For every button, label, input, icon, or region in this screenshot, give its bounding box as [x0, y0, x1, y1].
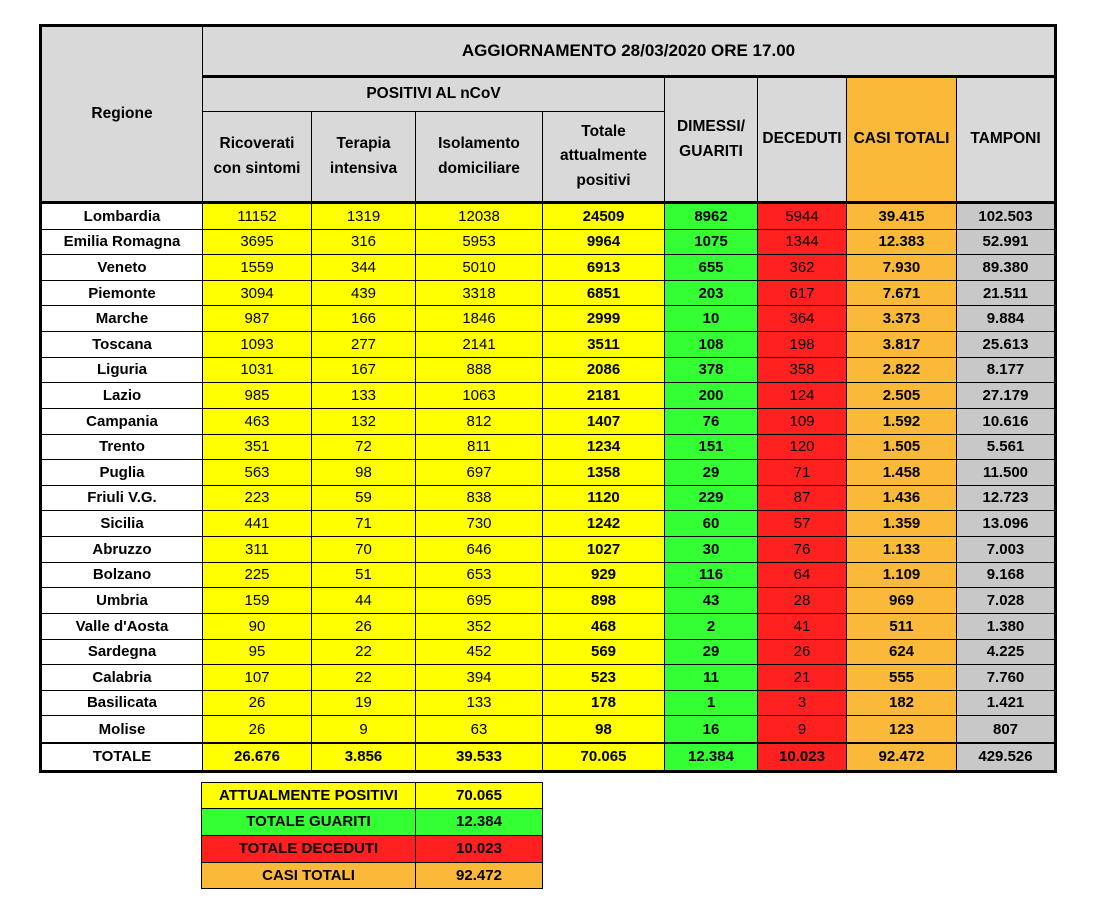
cell-ricoverati: 351	[203, 435, 312, 461]
cell-terapia: 26	[312, 614, 416, 640]
cell-casi: 182	[847, 691, 957, 717]
cell-regione: Lombardia	[42, 204, 203, 230]
cell-casi: 3.373	[847, 306, 957, 332]
cell-ricoverati: 563	[203, 460, 312, 486]
page-title-text: AGGIORNAMENTO 28/03/2020 ORE 17.00	[461, 40, 796, 60]
cell-terapia: 167	[312, 358, 416, 384]
totale-ricoverati: 26.676	[203, 744, 312, 770]
cell-dimessi: 2	[665, 614, 758, 640]
cell-deceduti: 364	[758, 306, 847, 332]
totale-terapia: 3.856	[312, 744, 416, 770]
cell-casi: 12.383	[847, 230, 957, 256]
totale-positivi-header	[543, 112, 665, 201]
cell-totale: 1242	[543, 511, 665, 537]
cell-tamponi: 102.503	[957, 204, 1054, 230]
cell-dimessi: 203	[665, 281, 758, 307]
cell-totale: 929	[543, 563, 665, 589]
cell-tamponi: 9.884	[957, 306, 1054, 332]
table-row	[0, 204, 1104, 230]
cell-ricoverati: 26	[203, 716, 312, 742]
table-row	[0, 691, 1104, 717]
cell-dimessi: 16	[665, 716, 758, 742]
cell-casi: 624	[847, 640, 957, 666]
cell-regione: Marche	[42, 306, 203, 332]
cell-totale: 898	[543, 588, 665, 614]
cell-terapia: 166	[312, 306, 416, 332]
cell-terapia: 70	[312, 537, 416, 563]
cell-dimessi: 116	[665, 563, 758, 589]
cell-ricoverati: 1559	[203, 255, 312, 281]
deceduti-header-label: DECEDUTI	[762, 130, 842, 148]
table-row	[0, 306, 1104, 332]
cell-regione: Liguria	[42, 358, 203, 384]
cell-deceduti: 87	[758, 486, 847, 512]
cell-ricoverati: 107	[203, 665, 312, 691]
ricoverati-header-line1: Ricoverati	[219, 135, 295, 153]
table-row	[0, 640, 1104, 666]
cell-isolamento: 5010	[416, 255, 543, 281]
cell-casi: 123	[847, 716, 957, 742]
terapia-header-line2: intensiva	[329, 159, 398, 177]
cell-isolamento: 695	[416, 588, 543, 614]
isolamento-header-line2: domiciliare	[438, 159, 520, 177]
cell-casi: 969	[847, 588, 957, 614]
cell-ricoverati: 3695	[203, 230, 312, 256]
cell-dimessi: 30	[665, 537, 758, 563]
regione-header-label: Regione	[91, 104, 153, 122]
positivi-group-label: POSITIVI AL nCoV	[366, 85, 501, 103]
cell-terapia: 439	[312, 281, 416, 307]
dimessi-header	[665, 78, 758, 201]
table-row	[0, 358, 1104, 384]
cell-totale: 6913	[543, 255, 665, 281]
cell-terapia: 22	[312, 665, 416, 691]
totale-isolamento: 39.533	[416, 744, 543, 770]
ricoverati-header	[203, 112, 312, 201]
isolamento-header-line1: Isolamento	[438, 135, 520, 153]
cell-dimessi: 29	[665, 460, 758, 486]
cell-dimessi: 151	[665, 435, 758, 461]
cell-casi: 39.415	[847, 204, 957, 230]
summary-box	[201, 782, 543, 889]
cell-terapia: 19	[312, 691, 416, 717]
cell-regione: Piemonte	[42, 281, 203, 307]
cell-tamponi: 7.760	[957, 665, 1054, 691]
cell-casi: 1.359	[847, 511, 957, 537]
table-row	[0, 435, 1104, 461]
cell-deceduti: 9	[758, 716, 847, 742]
cell-isolamento: 394	[416, 665, 543, 691]
totale-header-line2: attualmente	[560, 147, 647, 165]
totale-deceduti: 10.023	[758, 744, 847, 770]
cell-deceduti: 76	[758, 537, 847, 563]
isolamento-header	[416, 112, 543, 201]
cell-tamponi: 52.991	[957, 230, 1054, 256]
cell-tamponi: 4.225	[957, 640, 1054, 666]
cell-ricoverati: 463	[203, 409, 312, 435]
cell-ricoverati: 26	[203, 691, 312, 717]
cell-totale: 178	[543, 691, 665, 717]
cell-casi: 7.930	[847, 255, 957, 281]
cell-totale: 2086	[543, 358, 665, 384]
cell-regione: Toscana	[42, 332, 203, 358]
totale-header-line1: Totale	[581, 123, 626, 141]
cell-totale: 1234	[543, 435, 665, 461]
cell-tamponi: 7.028	[957, 588, 1054, 614]
cell-isolamento: 646	[416, 537, 543, 563]
cell-deceduti: 358	[758, 358, 847, 384]
cell-tamponi: 25.613	[957, 332, 1054, 358]
cell-totale: 2181	[543, 383, 665, 409]
cell-isolamento: 888	[416, 358, 543, 384]
cell-totale: 1027	[543, 537, 665, 563]
terapia-header	[312, 112, 416, 201]
cell-deceduti: 57	[758, 511, 847, 537]
table-row	[0, 332, 1104, 358]
cell-dimessi: 43	[665, 588, 758, 614]
cell-tamponi: 807	[957, 716, 1054, 742]
cell-dimessi: 378	[665, 358, 758, 384]
cell-terapia: 98	[312, 460, 416, 486]
cell-ricoverati: 311	[203, 537, 312, 563]
cell-terapia: 133	[312, 383, 416, 409]
table-row	[0, 588, 1104, 614]
cell-totale: 523	[543, 665, 665, 691]
table-row	[0, 563, 1104, 589]
cell-dimessi: 108	[665, 332, 758, 358]
casi-totali-header-label: CASI TOTALI	[853, 130, 950, 148]
deceduti-header	[758, 78, 847, 201]
cell-tamponi: 1.421	[957, 691, 1054, 717]
cell-dimessi: 11	[665, 665, 758, 691]
page-title	[203, 27, 1054, 76]
summary-row-guariti	[202, 809, 542, 836]
cell-ricoverati: 225	[203, 563, 312, 589]
dimessi-header-line2: GUARITI	[679, 142, 743, 160]
cell-terapia: 132	[312, 409, 416, 435]
cell-deceduti: 28	[758, 588, 847, 614]
cell-ricoverati: 985	[203, 383, 312, 409]
cell-ricoverati: 11152	[203, 204, 312, 230]
cell-regione: Calabria	[42, 665, 203, 691]
cell-regione: Sardegna	[42, 640, 203, 666]
summary-label-guariti: TOTALE GUARITI	[202, 809, 416, 836]
cell-dimessi: 76	[665, 409, 758, 435]
cell-tamponi: 89.380	[957, 255, 1054, 281]
cell-totale: 468	[543, 614, 665, 640]
cell-isolamento: 12038	[416, 204, 543, 230]
totale-header-line3: positivi	[576, 171, 631, 189]
table-row	[0, 281, 1104, 307]
totale-tamponi: 429.526	[957, 744, 1054, 770]
cell-regione: Trento	[42, 435, 203, 461]
table-row	[0, 665, 1104, 691]
cell-regione: Puglia	[42, 460, 203, 486]
cell-regione: Emilia Romagna	[42, 230, 203, 256]
cell-totale: 1120	[543, 486, 665, 512]
positivi-group-header	[203, 78, 665, 112]
cell-terapia: 1319	[312, 204, 416, 230]
cell-tamponi: 21.511	[957, 281, 1054, 307]
dimessi-header-line1: DIMESSI/	[676, 118, 746, 136]
cell-regione: Lazio	[42, 383, 203, 409]
cell-casi: 1.133	[847, 537, 957, 563]
cell-totale: 9964	[543, 230, 665, 256]
cell-terapia: 316	[312, 230, 416, 256]
cell-dimessi: 10	[665, 306, 758, 332]
cell-tamponi: 1.380	[957, 614, 1054, 640]
table-row	[0, 716, 1104, 742]
cell-regione: Veneto	[42, 255, 203, 281]
cell-regione: Basilicata	[42, 691, 203, 717]
cell-isolamento: 5953	[416, 230, 543, 256]
cell-dimessi: 29	[665, 640, 758, 666]
summary-value-positivi: 70.065	[416, 783, 542, 809]
table-row	[0, 230, 1104, 256]
cell-dimessi: 229	[665, 486, 758, 512]
cell-ricoverati: 223	[203, 486, 312, 512]
summary-row-casi	[202, 863, 542, 888]
cell-ricoverati: 90	[203, 614, 312, 640]
cell-isolamento: 63	[416, 716, 543, 742]
summary-row-positivi	[202, 783, 542, 809]
cell-ricoverati: 441	[203, 511, 312, 537]
totale-row	[0, 744, 1104, 770]
cell-terapia: 9	[312, 716, 416, 742]
table-row	[0, 409, 1104, 435]
cell-casi: 7.671	[847, 281, 957, 307]
cell-terapia: 22	[312, 640, 416, 666]
cell-regione: Abruzzo	[42, 537, 203, 563]
cell-isolamento: 1846	[416, 306, 543, 332]
cell-totale: 1358	[543, 460, 665, 486]
cell-ricoverati: 159	[203, 588, 312, 614]
cell-isolamento: 653	[416, 563, 543, 589]
cell-ricoverati: 987	[203, 306, 312, 332]
cell-regione: Valle d'Aosta	[42, 614, 203, 640]
cell-dimessi: 8962	[665, 204, 758, 230]
cell-tamponi: 10.616	[957, 409, 1054, 435]
cell-tamponi: 13.096	[957, 511, 1054, 537]
cell-regione: Sicilia	[42, 511, 203, 537]
cell-casi: 1.109	[847, 563, 957, 589]
cell-ricoverati: 1093	[203, 332, 312, 358]
cell-tamponi: 12.723	[957, 486, 1054, 512]
cell-isolamento: 812	[416, 409, 543, 435]
cell-isolamento: 3318	[416, 281, 543, 307]
cell-terapia: 59	[312, 486, 416, 512]
cell-casi: 555	[847, 665, 957, 691]
summary-label-deceduti: TOTALE DECEDUTI	[202, 836, 416, 863]
cell-isolamento: 452	[416, 640, 543, 666]
cell-dimessi: 60	[665, 511, 758, 537]
cell-ricoverati: 3094	[203, 281, 312, 307]
cell-deceduti: 26	[758, 640, 847, 666]
cell-isolamento: 838	[416, 486, 543, 512]
table-row	[0, 255, 1104, 281]
casi-totali-header	[847, 78, 957, 201]
cell-deceduti: 71	[758, 460, 847, 486]
cell-tamponi: 27.179	[957, 383, 1054, 409]
cell-dimessi: 1	[665, 691, 758, 717]
cell-deceduti: 21	[758, 665, 847, 691]
terapia-header-line1: Terapia	[336, 135, 391, 153]
cell-regione: Umbria	[42, 588, 203, 614]
table-row	[0, 537, 1104, 563]
cell-isolamento: 2141	[416, 332, 543, 358]
summary-value-deceduti: 10.023	[416, 836, 542, 863]
cell-deceduti: 362	[758, 255, 847, 281]
summary-row-deceduti	[202, 836, 542, 863]
cell-casi: 1.436	[847, 486, 957, 512]
cell-tamponi: 11.500	[957, 460, 1054, 486]
cell-regione: Campania	[42, 409, 203, 435]
cell-deceduti: 617	[758, 281, 847, 307]
cell-terapia: 344	[312, 255, 416, 281]
cell-deceduti: 41	[758, 614, 847, 640]
cell-isolamento: 730	[416, 511, 543, 537]
cell-totale: 2999	[543, 306, 665, 332]
cell-deceduti: 120	[758, 435, 847, 461]
cell-casi: 2.505	[847, 383, 957, 409]
cell-ricoverati: 1031	[203, 358, 312, 384]
totale-regione: TOTALE	[42, 744, 203, 770]
table-row	[0, 511, 1104, 537]
cell-dimessi: 655	[665, 255, 758, 281]
table-row	[0, 486, 1104, 512]
cell-totale: 6851	[543, 281, 665, 307]
totale-totale: 70.065	[543, 744, 665, 770]
cell-casi: 1.505	[847, 435, 957, 461]
cell-casi: 2.822	[847, 358, 957, 384]
cell-casi: 511	[847, 614, 957, 640]
totale-casi: 92.472	[847, 744, 957, 770]
table-row	[0, 383, 1104, 409]
cell-terapia: 44	[312, 588, 416, 614]
summary-value-guariti: 12.384	[416, 809, 542, 836]
cell-terapia: 277	[312, 332, 416, 358]
cell-totale: 3511	[543, 332, 665, 358]
cell-deceduti: 109	[758, 409, 847, 435]
cell-tamponi: 9.168	[957, 563, 1054, 589]
cell-regione: Friuli V.G.	[42, 486, 203, 512]
cell-isolamento: 811	[416, 435, 543, 461]
cell-terapia: 71	[312, 511, 416, 537]
cell-isolamento: 1063	[416, 383, 543, 409]
cell-casi: 1.592	[847, 409, 957, 435]
summary-label-positivi: ATTUALMENTE POSITIVI	[202, 783, 416, 809]
cell-terapia: 51	[312, 563, 416, 589]
cell-deceduti: 1344	[758, 230, 847, 256]
cell-tamponi: 8.177	[957, 358, 1054, 384]
cell-ricoverati: 95	[203, 640, 312, 666]
cell-isolamento: 697	[416, 460, 543, 486]
cell-dimessi: 200	[665, 383, 758, 409]
cell-totale: 24509	[543, 204, 665, 230]
cell-totale: 98	[543, 716, 665, 742]
cell-deceduti: 64	[758, 563, 847, 589]
cell-terapia: 72	[312, 435, 416, 461]
cell-tamponi: 7.003	[957, 537, 1054, 563]
table-row	[0, 460, 1104, 486]
cell-totale: 1407	[543, 409, 665, 435]
cell-casi: 3.817	[847, 332, 957, 358]
cell-tamponi: 5.561	[957, 435, 1054, 461]
cell-deceduti: 124	[758, 383, 847, 409]
summary-value-casi: 92.472	[416, 863, 542, 888]
cell-dimessi: 1075	[665, 230, 758, 256]
cell-deceduti: 3	[758, 691, 847, 717]
tamponi-header-label: TAMPONI	[970, 130, 1041, 148]
cell-regione: Molise	[42, 716, 203, 742]
totale-dimessi: 12.384	[665, 744, 758, 770]
ricoverati-header-line2: con sintomi	[213, 159, 301, 177]
cell-casi: 1.458	[847, 460, 957, 486]
cell-deceduti: 198	[758, 332, 847, 358]
cell-deceduti: 5944	[758, 204, 847, 230]
summary-label-casi: CASI TOTALI	[202, 863, 416, 888]
tamponi-header	[957, 78, 1054, 201]
table-row	[0, 614, 1104, 640]
cell-regione: Bolzano	[42, 563, 203, 589]
cell-isolamento: 133	[416, 691, 543, 717]
regione-header	[42, 27, 203, 201]
cell-isolamento: 352	[416, 614, 543, 640]
cell-totale: 569	[543, 640, 665, 666]
